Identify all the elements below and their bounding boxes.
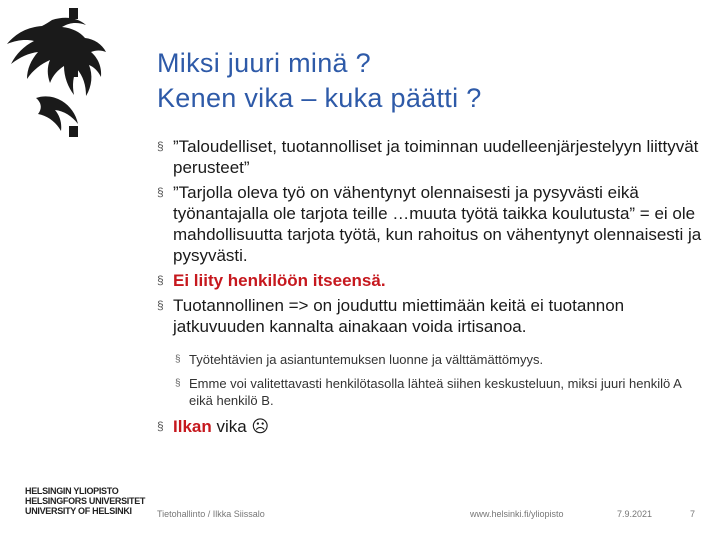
bullet-text-5-name: Ilkan (173, 417, 212, 436)
university-name-fi: HELSINGIN YLIOPISTO (25, 486, 119, 496)
logo-flame-shape (7, 18, 106, 96)
logo-flame-base (36, 96, 78, 131)
logo-square-top (69, 8, 78, 19)
bullet-text-3: Ei liity henkilöön itseensä. (173, 271, 386, 290)
sub-bullet-item-1 (157, 351, 707, 368)
title-line-1: Miksi juuri minä ? (157, 48, 371, 78)
footer-page-number: 7 (690, 509, 696, 519)
university-name-sv: HELSINGFORS UNIVERSITET (25, 496, 146, 506)
university-name (25, 486, 145, 516)
bullet-text-2: ”Tarjolla oleva työ on vähentynyt olennaisesti ja pysyvästi eikä työnantajalla ole tarjota teille …muuta työtä taikka koulutusta” = ei ole mahdollisuutta tarjota työtä, kun rahoitus on vähentynyt olennaisesti ja pysyvästi. (173, 183, 702, 265)
sub-bullet-text-1: Työtehtävien ja asiantuntemuksen luonne ja välttämättömyys. (189, 352, 544, 367)
bullet-item-3 (157, 270, 707, 291)
bullet-marker: § (157, 139, 164, 153)
title-line-2: Kenen vika – kuka päätti ? (157, 83, 482, 113)
sub-bullet-text-2: Emme voi valitettavasti henkilötasolla lähteä siihen keskusteluun, miksi juuri henkilö A eikä henkilö B. (189, 376, 682, 408)
slide-title (157, 46, 697, 116)
bullet-item-4 (157, 295, 707, 337)
university-name-en: UNIVERSITY OF HELSINKI (25, 506, 132, 516)
bullet-text-1: ”Taloudelliset, tuotannolliset ja toiminnan uudelleenjärjestelyyn liittyvät perusteet” (173, 137, 699, 177)
bullet-marker: § (157, 298, 164, 312)
footer-date: 7.9.2021 (617, 509, 653, 519)
sub-bullet-marker: § (175, 354, 181, 365)
university-logo-icon (0, 0, 140, 150)
bullet-marker: § (157, 273, 164, 287)
sub-bullet-item-2 (157, 375, 707, 409)
bullet-marker: § (157, 185, 164, 199)
sub-bullet-marker: § (175, 378, 181, 389)
bullet-marker: § (157, 419, 164, 433)
bullet-item-1 (157, 136, 707, 178)
bullet-text-5-rest: vika ☹ (211, 417, 270, 436)
bullet-item-2 (157, 182, 707, 266)
slide-content (157, 136, 707, 441)
footer-author: Tietohallinto / Ilkka Siissalo (157, 509, 265, 519)
footer-url: www.helsinki.fi/yliopisto (470, 509, 564, 519)
logo-square-bottom (69, 126, 78, 137)
bullet-item-5 (157, 416, 707, 437)
bullet-text-4: Tuotannollinen => on jouduttu miettimään keitä ei tuotannon jatkuvuuden kannalta ainakaan voida irtisanoa. (173, 296, 625, 336)
